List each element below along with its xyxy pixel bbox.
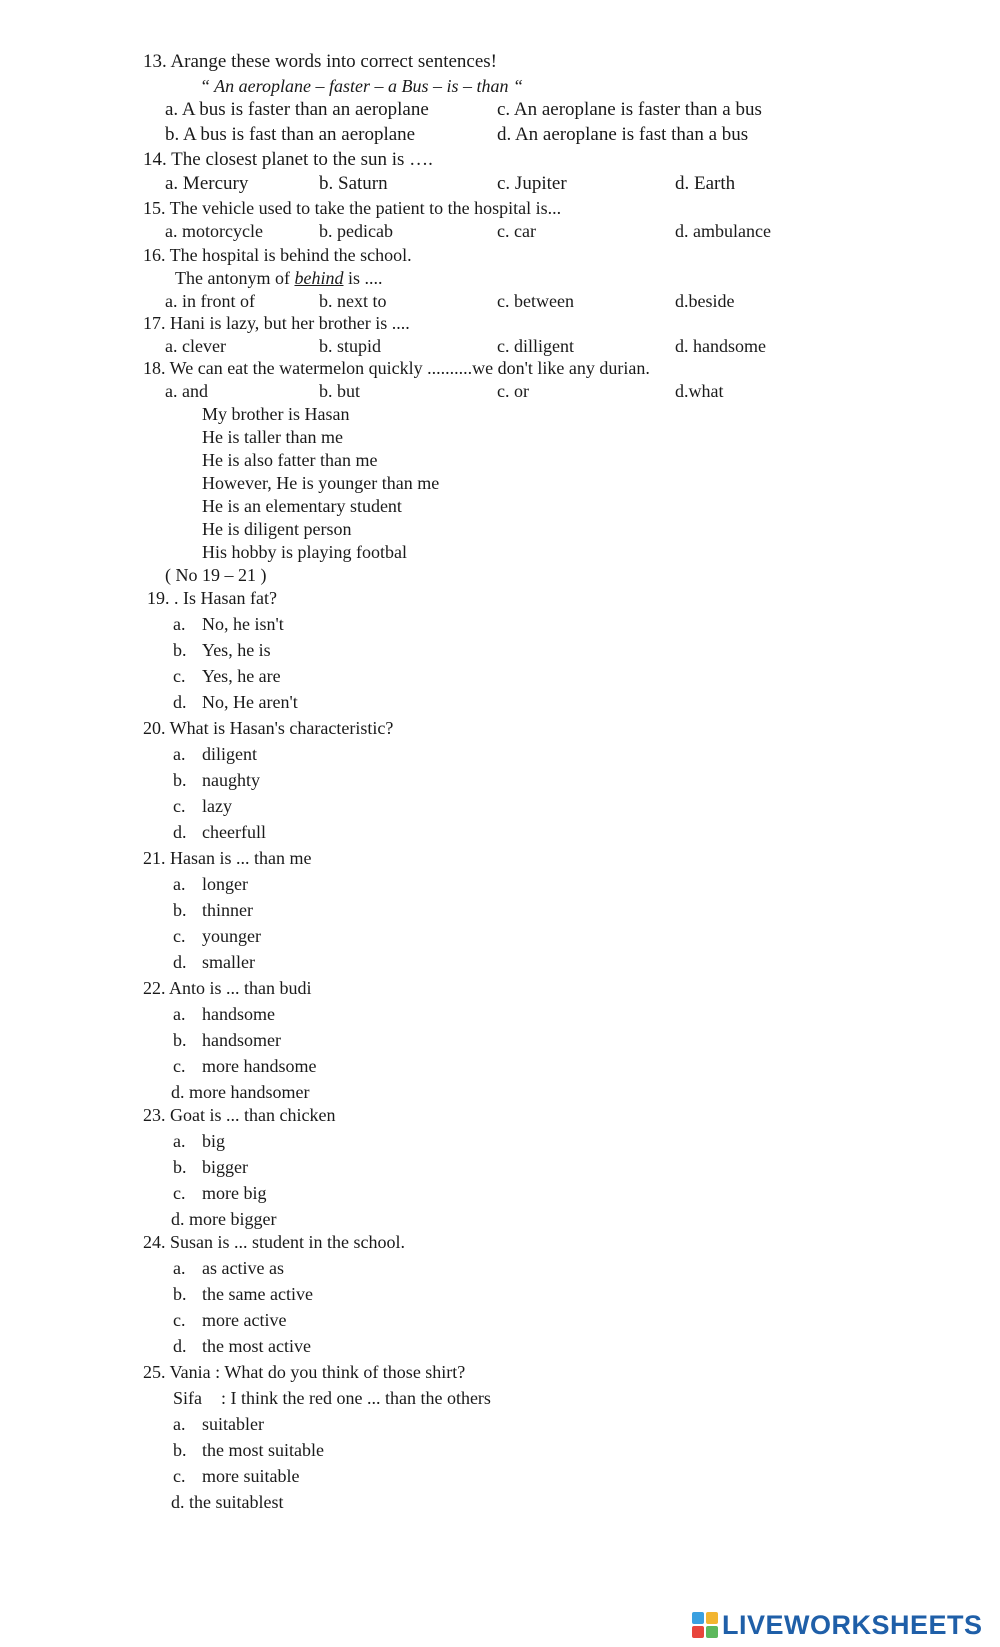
q19-option-b[interactable]: b. Yes, he is <box>173 640 271 660</box>
q16-option-d[interactable]: d.beside <box>675 291 735 311</box>
q17-option-b[interactable]: b. stupid <box>319 336 382 356</box>
q19-option-c[interactable]: c. Yes, he are <box>173 666 281 686</box>
q13-option-d[interactable]: d. An aeroplane is fast than a bus <box>497 124 749 145</box>
q19-question: 19. . Is Hasan fat? <box>147 588 277 608</box>
passage-line: He is diligent person <box>202 519 352 539</box>
q25-option-d[interactable]: d. the suitablest <box>171 1492 284 1512</box>
q22-option-c[interactable]: c. more handsome <box>173 1056 317 1076</box>
q23-option-b[interactable]: b. bigger <box>173 1157 248 1177</box>
passage-line: He is taller than me <box>202 427 343 447</box>
q20-option-a[interactable]: a. diligent <box>173 744 257 764</box>
logo-text: LIVEWORKSHEETS <box>722 1609 983 1640</box>
q19-option-a[interactable]: a. No, he isn't <box>173 614 284 634</box>
q21-question: 21. Hasan is ... than me <box>143 848 312 868</box>
passage-line: However, He is younger than me <box>202 473 440 493</box>
q23-option-d[interactable]: d. more bigger <box>171 1209 277 1229</box>
q20-option-b[interactable]: b. naughty <box>173 770 260 790</box>
q18-option-d[interactable]: d.what <box>675 381 724 401</box>
q16-underlined-word: behind <box>294 268 344 288</box>
q17-option-c[interactable]: c. dilligent <box>497 336 574 356</box>
q14-option-d[interactable]: d. Earth <box>675 173 736 194</box>
q17-option-d[interactable]: d. handsome <box>675 336 766 356</box>
q22-question: 22. Anto is ... than budi <box>143 978 312 998</box>
q15-option-c[interactable]: c. car <box>497 221 536 241</box>
q24-option-a[interactable]: a. as active as <box>173 1258 284 1278</box>
q13-option-a[interactable]: a. A bus is faster than an aeroplane <box>165 99 429 120</box>
q16-option-a[interactable]: a. in front of <box>165 291 255 311</box>
q21-option-a[interactable]: a. longer <box>173 874 248 894</box>
q16-question: 16. The hospital is behind the school. <box>143 245 412 265</box>
q24-option-b[interactable]: b. the same active <box>173 1284 313 1304</box>
q17-option-a[interactable]: a. clever <box>165 336 226 356</box>
q21-option-d[interactable]: d. smaller <box>173 952 255 972</box>
passage-line: He is also fatter than me <box>202 450 378 470</box>
q19-option-d[interactable]: d. No, He aren't <box>173 692 298 712</box>
q24-question: 24. Susan is ... student in the school. <box>143 1232 405 1252</box>
q15-option-a[interactable]: a. motorcycle <box>165 221 263 241</box>
q24-option-d[interactable]: d. the most active <box>173 1336 311 1356</box>
q21-option-b[interactable]: b. thinner <box>173 900 253 920</box>
q14-option-a[interactable]: a. Mercury <box>165 173 249 194</box>
q23-question: 23. Goat is ... than chicken <box>143 1105 336 1125</box>
q14-option-b[interactable]: b. Saturn <box>319 173 388 194</box>
q18-option-c[interactable]: c. or <box>497 381 529 401</box>
q15-question: 15. The vehicle used to take the patient to the hospital is... <box>143 198 562 218</box>
q20-option-c[interactable]: c. lazy <box>173 796 232 816</box>
q20-question: 20. What is Hasan's characteristic? <box>143 718 394 738</box>
q25-option-b[interactable]: b. the most suitable <box>173 1440 324 1460</box>
q18-option-a[interactable]: a. and <box>165 381 208 401</box>
q24-option-c[interactable]: c. more active <box>173 1310 287 1330</box>
q13-option-c[interactable]: c. An aeroplane is faster than a bus <box>497 99 762 120</box>
q23-option-c[interactable]: c. more big <box>173 1183 267 1203</box>
q22-option-b[interactable]: b. handsomer <box>173 1030 281 1050</box>
q16-subquestion: The antonym of behind is .... <box>175 268 383 288</box>
logo-grid-icon <box>692 1612 718 1638</box>
q25-option-c[interactable]: c. more suitable <box>173 1466 300 1486</box>
q13-question: 13. Arange these words into correct sentences! <box>143 51 498 72</box>
q15-option-b[interactable]: b. pedicab <box>319 221 393 241</box>
q13-prompt: “ An aeroplane – faster – a Bus – is – than “ <box>200 76 524 96</box>
q25-question: 25. Vania : What do you think of those shirt? <box>143 1362 466 1382</box>
q17-question: 17. Hani is lazy, but her brother is .... <box>143 313 410 333</box>
q14-question: 14. The closest planet to the sun is …. <box>143 149 433 170</box>
q16-option-c[interactable]: c. between <box>497 291 574 311</box>
q25-reply: Sifa : I think the red one ... than the others <box>173 1388 491 1408</box>
passage-line: He is an elementary student <box>202 496 402 516</box>
q21-option-c[interactable]: c. younger <box>173 926 261 946</box>
q18-question: 18. We can eat the watermelon quickly ..........we don't like any durian. <box>143 358 650 378</box>
q22-option-d[interactable]: d. more handsomer <box>171 1082 310 1102</box>
q20-option-d[interactable]: d. cheerfull <box>173 822 266 842</box>
q15-option-d[interactable]: d. ambulance <box>675 221 771 241</box>
liveworksheets-logo[interactable] <box>692 1608 992 1642</box>
passage-reference: ( No 19 – 21 ) <box>165 565 267 585</box>
q22-option-a[interactable]: a. handsome <box>173 1004 275 1024</box>
q14-option-c[interactable]: c. Jupiter <box>497 173 567 194</box>
passage-line: His hobby is playing footbal <box>202 542 407 562</box>
q18-option-b[interactable]: b. but <box>319 381 361 401</box>
q13-option-b[interactable]: b. A bus is fast than an aeroplane <box>165 124 416 145</box>
q16-option-b[interactable]: b. next to <box>319 291 387 311</box>
q23-option-a[interactable]: a. big <box>173 1131 226 1151</box>
q25-option-a[interactable]: a. suitabler <box>173 1414 264 1434</box>
passage-line: My brother is Hasan <box>202 404 350 424</box>
